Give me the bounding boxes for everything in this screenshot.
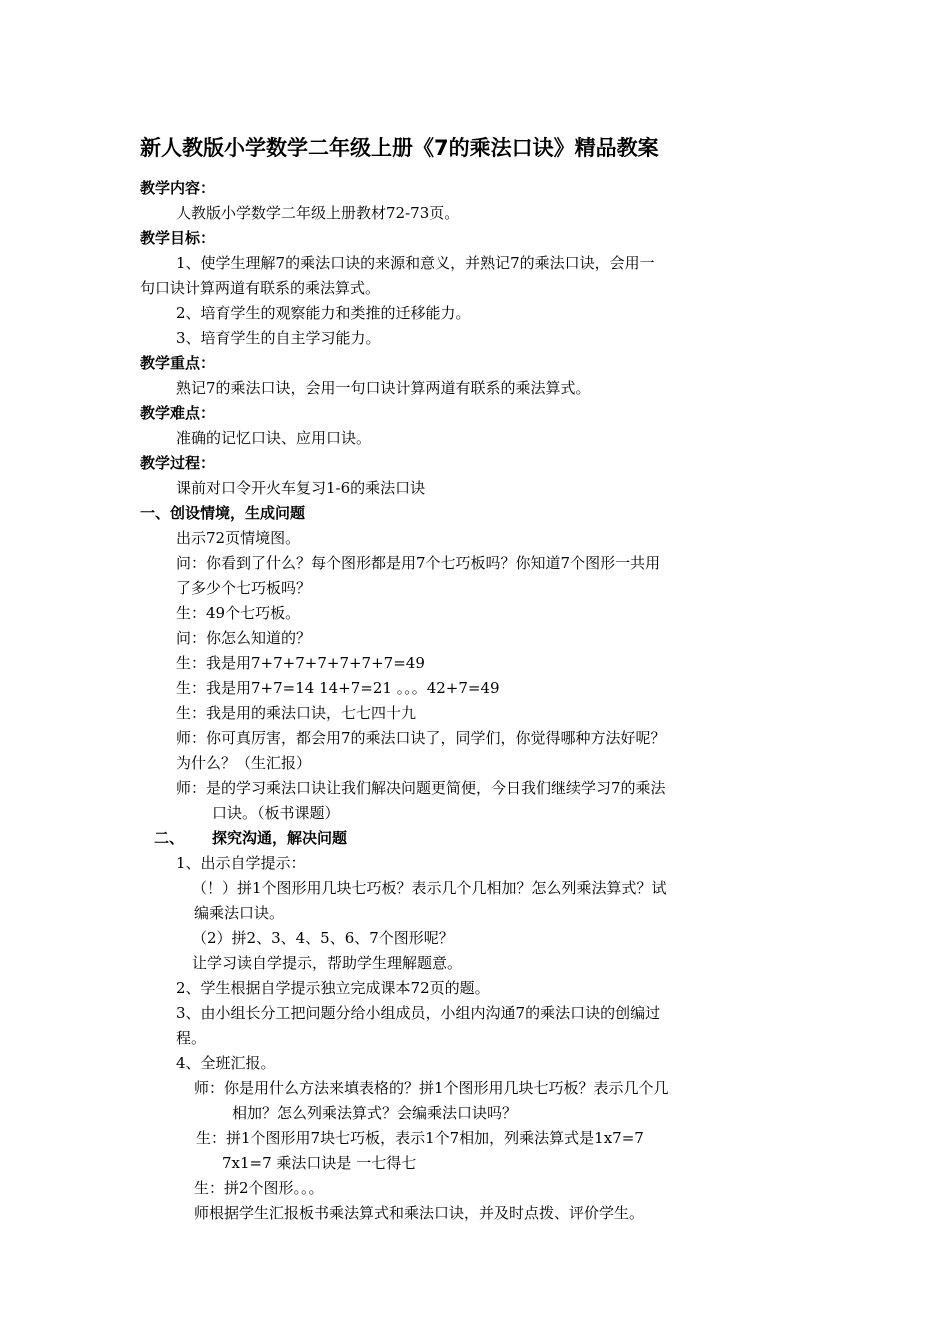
part-1-line: 问：你怎么知道的？ — [176, 629, 312, 647]
document-title: 新人教版小学数学二年级上册《7的乘法口诀》精品教案 — [140, 136, 659, 160]
part-1-line: 口诀。（板书课题） — [212, 804, 340, 822]
heading-key-point: 教学重点： — [140, 354, 216, 372]
part-2-line: 相加？怎么列乘法算式？会编乘法口诀吗？ — [232, 1104, 518, 1122]
part-2-line: 师根据学生汇报板书乘法算式和乘法口诀，并及时点拨、评价学生。 — [194, 1204, 645, 1222]
process-intro: 课前对口令开火车复习1-6的乘法口诀 — [176, 479, 426, 497]
part-2-line: 3、由小组长分工把问题分给小组成员，小组内沟通7的乘法口诀的创编过 — [176, 1004, 661, 1022]
part-2-line: 编乘法口诀。 — [194, 904, 285, 922]
part-2-title: 探究沟通，解决问题 — [212, 829, 348, 847]
part-1-line: 师：你可真厉害，都会用7的乘法口诀了，同学们，你觉得哪种方法好呢？ — [176, 729, 666, 747]
difficult-point-text: 准确的记忆口诀、应用口诀。 — [176, 429, 372, 447]
heading-difficult-point: 教学难点： — [140, 404, 216, 422]
part-1-line: 生：我是用7+7=14 14+7=21 。。。42+7=49 — [176, 679, 500, 697]
part-2-number: 二、 — [154, 829, 185, 847]
part-2-line: 生：拼1个图形用7块七巧板，表示1个7相加，列乘法算式是1x7=7 — [196, 1129, 644, 1147]
part-1-line: 为什么？（生汇报） — [176, 754, 312, 772]
part-2-line: 师：你是用什么方法来填表格的？拼1个图形用几块七巧板？表示几个几 — [194, 1079, 669, 1097]
part-2-line: （2）拼2、3、4、5、6、7个图形呢？ — [192, 929, 454, 947]
heading-teaching-content: 教学内容： — [140, 179, 216, 197]
part-2-line: 2、学生根据自学提示独立完成课本72页的题。 — [176, 979, 490, 997]
goal-1-line-1: 1、使学生理解7的乘法口诀的来源和意义，并熟记7的乘法口诀，会用一 — [176, 254, 655, 272]
part-1-line: 生：49个七巧板。 — [176, 604, 301, 622]
part-1-line: 师：是的学习乘法口诀让我们解决问题更简便，今日我们继续学习7的乘法 — [176, 779, 666, 797]
document-body — [140, 176, 812, 1226]
part-2-line: 生：拼2个图形。。。 — [194, 1179, 324, 1197]
part-1-line: 出示72页情境图。 — [176, 529, 301, 547]
part-2-line: 7x1=7 乘法口诀是 一七得七 — [222, 1154, 417, 1172]
part-1-line: 问：你看到了什么？每个图形都是用7个七巧板吗？你知道7个图形一共用 — [176, 554, 661, 572]
key-point-text: 熟记7的乘法口诀，会用一句口诀计算两道有联系的乘法算式。 — [176, 379, 591, 397]
part-1-line: 了多少个七巧板吗？ — [176, 579, 312, 597]
goal-3: 3、培育学生的自主学习能力。 — [176, 329, 381, 347]
part-2-heading — [140, 826, 812, 851]
heading-teaching-process: 教学过程： — [140, 454, 216, 472]
part-2-line: 1、出示自学提示： — [176, 854, 306, 872]
goal-2: 2、培育学生的观察能力和类推的迁移能力。 — [176, 304, 471, 322]
part-2-line: 让学习读自学提示，帮助学生理解题意。 — [192, 954, 463, 972]
part-2-line: 程。 — [176, 1029, 207, 1047]
part-1-line: 生：我是用7+7+7+7+7+7+7=49 — [176, 654, 425, 672]
part-1-line: 生：我是用的乘法口诀，七七四十九 — [176, 704, 417, 722]
part-2-line: 4、全班汇报。 — [176, 1054, 276, 1072]
part-2-line: （！）拼1个图形用几块七巧板？表示几个几相加？怎么列乘法算式？试 — [192, 879, 667, 897]
part-1-heading: 一、创设情境，生成问题 — [140, 504, 306, 522]
teaching-content-text: 人教版小学数学二年级上册教材72-73页。 — [176, 204, 460, 222]
heading-teaching-goals: 教学目标： — [140, 229, 216, 247]
goal-1-line-2: 句口诀计算两道有联系的乘法算式。 — [140, 279, 381, 297]
